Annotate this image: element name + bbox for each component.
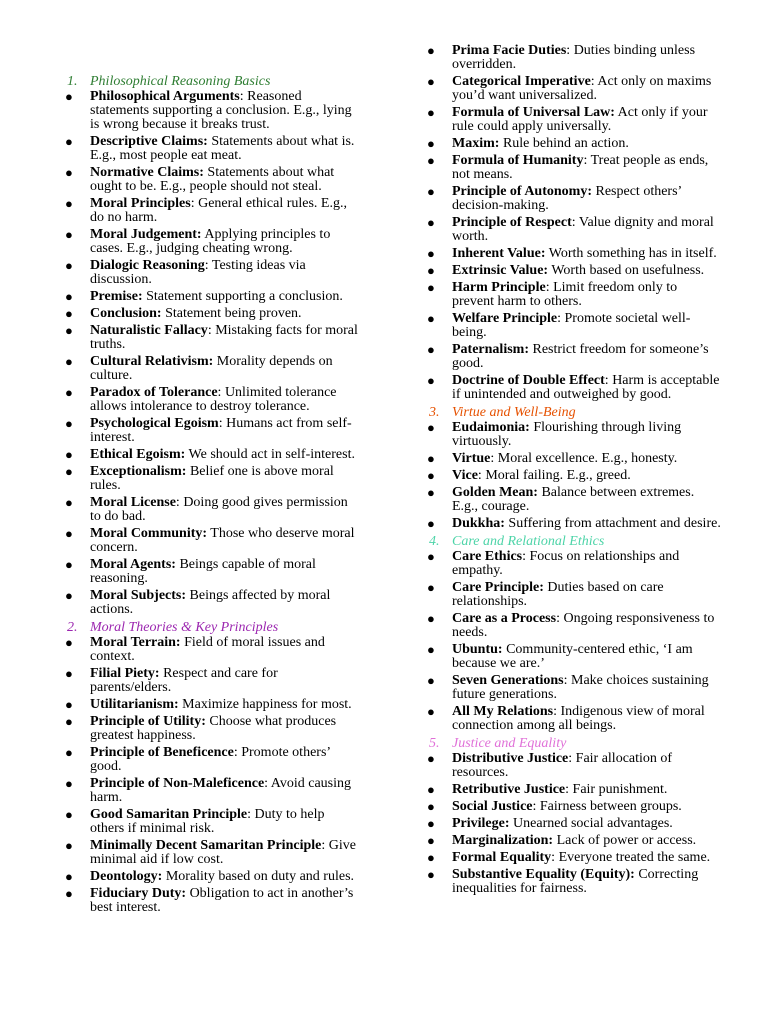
term-name: Good Samaritan Principle [90, 807, 248, 822]
term-separator: : [568, 751, 576, 766]
list-item [422, 800, 722, 814]
term-definition: Obligation to act in another’s best interest. [90, 886, 354, 915]
bullet-icon: ● [427, 833, 435, 848]
list-item [422, 216, 722, 244]
list-item [422, 106, 722, 134]
term-definition: Humans act from self-interest. [90, 416, 352, 445]
term-list [60, 636, 360, 915]
section-heading-virtue-and-well-being [422, 405, 722, 420]
term-separator: : [566, 43, 574, 58]
bullet-icon: ● [65, 385, 73, 400]
bullet-icon: ● [65, 323, 73, 338]
term-name: Ubuntu: [452, 642, 503, 657]
term-definition: Belief one is above moral rules. [90, 464, 334, 493]
term-name: Moral Community: [90, 526, 208, 541]
list-item [60, 667, 360, 695]
term-name: Seven Generations [452, 673, 564, 688]
list-item [60, 589, 360, 617]
list-item [60, 90, 360, 132]
bullet-icon: ● [427, 311, 435, 326]
term-separator: : [551, 850, 559, 865]
list-item [422, 421, 722, 449]
term-separator: : [218, 416, 227, 431]
term-definition: Statement being proven. [165, 306, 302, 321]
bullet-icon: ● [65, 776, 73, 791]
term-separator: : [545, 280, 554, 295]
list-item [60, 386, 360, 414]
list-item [60, 228, 360, 256]
term-name: Conclusion: [90, 306, 162, 321]
term-definition: Choose what produces greatest happiness. [90, 714, 337, 743]
bullet-icon: ● [65, 745, 73, 760]
term-name: Distributive Justice [452, 751, 569, 766]
list-item [422, 469, 722, 483]
term-separator: : [264, 776, 271, 791]
section-title: Virtue and Well-Being [452, 405, 576, 420]
term-name: Utilitarianism: [90, 697, 179, 712]
bullet-icon: ● [65, 869, 73, 884]
term-name: Moral Terrain: [90, 635, 181, 650]
term-name: Principle of Utility: [90, 714, 206, 729]
list-item [422, 705, 722, 733]
term-name: Formal Equality [452, 850, 552, 865]
term-definition: Focus on relationships and empathy. [452, 549, 680, 578]
term-name: Paradox of Tolerance [90, 385, 218, 400]
term-name: Retributive Justice [452, 782, 566, 797]
bullet-icon: ● [427, 673, 435, 688]
bullet-icon: ● [65, 354, 73, 369]
section-number: 4. [429, 534, 440, 549]
list-item [422, 783, 722, 797]
list-item [60, 777, 360, 805]
list-item [60, 324, 360, 352]
term-name: Moral License [90, 495, 176, 510]
term-name: Golden Mean: [452, 485, 538, 500]
bullet-icon: ● [427, 580, 435, 595]
term-definition: Act only if your rule could apply universally. [452, 105, 708, 134]
term-separator: : [490, 451, 498, 466]
list-item [422, 612, 722, 640]
bullet-icon: ● [65, 416, 73, 431]
term-separator: : [571, 215, 579, 230]
list-item [60, 527, 360, 555]
term-definition: Morality depends on culture. [90, 354, 333, 383]
term-name: Prima Facie Duties [452, 43, 567, 58]
term-name: Minimally Decent Samaritan Principle [90, 838, 322, 853]
list-item [422, 817, 722, 831]
list-item [60, 307, 360, 321]
term-definition: Doing good gives permission to do bad. [90, 495, 348, 524]
bullet-icon: ● [65, 557, 73, 572]
term-name: Formula of Universal Law: [452, 105, 615, 120]
bullet-icon: ● [65, 165, 73, 180]
term-definition: Beings capable of moral reasoning. [90, 557, 316, 586]
term-definition: Worth based on usefulness. [551, 263, 705, 278]
bullet-icon: ● [65, 447, 73, 462]
term-definition: Everyone treated the same. [558, 850, 711, 865]
bullet-icon: ● [65, 697, 73, 712]
list-item [422, 834, 722, 848]
section-number: 5. [429, 736, 440, 751]
term-definition: Give minimal aid if low cost. [90, 838, 356, 867]
term-separator: : [553, 704, 561, 719]
list-item [422, 752, 722, 780]
left-column [60, 0, 360, 918]
term-name: Principle of Beneficence [90, 745, 234, 760]
list-item [60, 887, 360, 915]
term-separator: : [563, 673, 571, 688]
term-name: Social Justice [452, 799, 533, 814]
term-separator: : [204, 258, 212, 273]
term-name: Principle of Autonomy: [452, 184, 592, 199]
term-name: Principle of Respect [452, 215, 572, 230]
term-name: Ethical Egoism: [90, 447, 186, 462]
list-item [60, 465, 360, 493]
list-item [60, 558, 360, 586]
term-definition: Worth something has in itself. [548, 246, 717, 261]
bullet-icon: ● [65, 134, 73, 149]
section-heading-philosophical-reasoning-basics [60, 74, 360, 89]
bullet-icon: ● [65, 196, 73, 211]
term-separator: : [565, 782, 573, 797]
bullet-icon: ● [427, 782, 435, 797]
term-name: Philosophical Arguments [90, 89, 240, 104]
term-name: Care Principle: [452, 580, 544, 595]
list-item [422, 75, 722, 103]
term-list [422, 421, 722, 531]
list-item [422, 137, 722, 151]
term-definition: Field of moral issues and context. [90, 635, 325, 664]
term-definition: Act only on maxims you’d want universalized. [452, 74, 712, 103]
term-definition: Promote others’ good. [90, 745, 331, 774]
term-definition: Maximize happiness for most. [182, 697, 352, 712]
term-name: Moral Principles [90, 196, 191, 211]
term-name: Harm Principle [452, 280, 546, 295]
term-definition: Duties based on care relationships. [452, 580, 664, 609]
term-name: Moral Judgement: [90, 227, 202, 242]
term-name: Virtue [452, 451, 491, 466]
term-definition: Unearned social advantages. [513, 816, 673, 831]
list-item [60, 355, 360, 383]
term-definition: Promote societal well-being. [452, 311, 691, 340]
bullet-icon: ● [427, 611, 435, 626]
term-name: Maxim: [452, 136, 500, 151]
list-item [60, 636, 360, 664]
bullet-icon: ● [427, 451, 435, 466]
term-definition: Respect and care for parents/elders. [90, 666, 278, 695]
bullet-icon: ● [427, 485, 435, 500]
list-item [60, 259, 360, 287]
bullet-icon: ● [427, 751, 435, 766]
term-definition: Applying principles to cases. E.g., judging cheating wrong. [90, 227, 331, 256]
bullet-icon: ● [65, 588, 73, 603]
term-name: Categorical Imperative [452, 74, 591, 89]
term-name: Naturalistic Fallacy [90, 323, 208, 338]
list-item [422, 868, 722, 896]
list-item [422, 44, 722, 72]
term-definition: Moral failing. E.g., greed. [485, 468, 631, 483]
list-item [422, 185, 722, 213]
list-item [422, 452, 722, 466]
term-definition: Rule behind an action. [502, 136, 629, 151]
bullet-icon: ● [427, 215, 435, 230]
term-definition: Fair allocation of resources. [452, 751, 673, 780]
list-item [422, 247, 722, 261]
term-separator: : [532, 799, 540, 814]
term-definition: Flourishing through living virtuously. [452, 420, 682, 449]
section-number: 1. [67, 74, 78, 89]
term-name: Moral Agents: [90, 557, 176, 572]
term-definition: Limit freedom only to prevent harm to others. [452, 280, 678, 309]
term-definition: Mistaking facts for moral truths. [90, 323, 358, 352]
term-name: All My Relations [452, 704, 554, 719]
list-item [60, 417, 360, 445]
term-definition: Moral excellence. E.g., honesty. [497, 451, 678, 466]
list-item [60, 839, 360, 867]
term-separator: : [190, 196, 199, 211]
term-list [60, 90, 360, 617]
bullet-icon: ● [65, 495, 73, 510]
list-item [60, 870, 360, 884]
bullet-icon: ● [65, 526, 73, 541]
bullet-icon: ● [427, 642, 435, 657]
list-item [60, 290, 360, 304]
term-definition: Restrict freedom for someone’s good. [452, 342, 709, 371]
bullet-icon: ● [427, 153, 435, 168]
bullet-icon: ● [427, 420, 435, 435]
list-item [60, 746, 360, 774]
term-definition: Morality based on duty and rules. [165, 869, 355, 884]
bullet-icon: ● [427, 816, 435, 831]
list-item [60, 448, 360, 462]
term-name: Deontology: [90, 869, 163, 884]
term-definition: Make choices sustaining future generations. [452, 673, 709, 702]
term-definition: Balance between extremes. E.g., courage. [452, 485, 695, 514]
list-item [422, 550, 722, 578]
term-name: Moral Subjects: [90, 588, 187, 603]
section-number: 3. [429, 405, 440, 420]
term-name: Inherent Value: [452, 246, 546, 261]
term-definition: Lack of power or access. [556, 833, 697, 848]
bullet-icon: ● [427, 549, 435, 564]
bullet-icon: ● [65, 306, 73, 321]
term-name: Privilege: [452, 816, 510, 831]
term-definition: Those who deserve moral concern. [90, 526, 355, 555]
term-separator: : [477, 468, 486, 483]
section-title: Justice and Equality [452, 736, 567, 751]
term-definition: Value dignity and moral worth. [452, 215, 714, 244]
term-name: Principle of Non-Maleficence [90, 776, 265, 791]
term-separator: : [604, 373, 613, 388]
term-definition: Beings affected by moral actions. [90, 588, 331, 617]
bullet-icon: ● [427, 136, 435, 151]
bullet-icon: ● [427, 799, 435, 814]
term-name: Descriptive Claims: [90, 134, 208, 149]
term-name: Formula of Humanity [452, 153, 584, 168]
term-name: Marginalization: [452, 833, 554, 848]
list-item [60, 197, 360, 225]
bullet-icon: ● [65, 227, 73, 242]
bullet-icon: ● [65, 666, 73, 681]
term-name: Care Ethics [452, 549, 523, 564]
bullet-icon: ● [65, 807, 73, 822]
term-name: Exceptionalism: [90, 464, 187, 479]
bullet-icon: ● [65, 714, 73, 729]
term-separator: : [233, 745, 242, 760]
section-title: Moral Theories & Key Principles [90, 620, 279, 635]
term-name: Normative Claims: [90, 165, 204, 180]
list-item [422, 281, 722, 309]
term-name: Welfare Principle [452, 311, 558, 326]
bullet-icon: ● [427, 263, 435, 278]
term-list [422, 44, 722, 402]
section-heading-moral-theories-key-principles [60, 620, 360, 635]
term-name: Cultural Relativism: [90, 354, 214, 369]
list-item [60, 715, 360, 743]
term-definition: Ongoing responsiveness to needs. [452, 611, 715, 640]
term-definition: Duties binding unless overridden. [452, 43, 696, 72]
term-definition: Statement supporting a conclusion. [146, 289, 343, 304]
term-separator: : [175, 495, 184, 510]
list-item [60, 808, 360, 836]
section-heading-care-and-relational-ethics [422, 534, 722, 549]
term-name: Premise: [90, 289, 143, 304]
list-item [422, 374, 722, 402]
term-name: Dukkha: [452, 516, 505, 531]
term-separator: : [321, 838, 329, 853]
bullet-icon: ● [427, 867, 435, 882]
term-separator: : [239, 89, 248, 104]
term-name: Fiduciary Duty: [90, 886, 187, 901]
term-definition: Reasoned statements supporting a conclusion. E.g., lying is wrong because it breaks trust. [90, 89, 352, 132]
list-item [422, 643, 722, 671]
term-definition: Statements about what is. E.g., most people eat meat. [90, 134, 355, 163]
bullet-icon: ● [65, 838, 73, 853]
term-name: Substantive Equality (Equity): [452, 867, 635, 882]
bullet-icon: ● [427, 43, 435, 58]
section-heading-justice-and-equality [422, 736, 722, 751]
term-name: Paternalism: [452, 342, 529, 357]
bullet-icon: ● [427, 704, 435, 719]
bullet-icon: ● [427, 373, 435, 388]
term-name: Eudaimonia: [452, 420, 530, 435]
term-definition: Treat people as ends, not means. [452, 153, 709, 182]
term-name: Extrinsic Value: [452, 263, 549, 278]
bullet-icon: ● [65, 464, 73, 479]
bullet-icon: ● [65, 886, 73, 901]
list-item [422, 517, 722, 531]
bullet-icon: ● [427, 246, 435, 261]
term-separator: : [590, 74, 598, 89]
term-name: Care as a Process [452, 611, 557, 626]
term-separator: : [557, 311, 565, 326]
bullet-icon: ● [65, 635, 73, 650]
bullet-icon: ● [427, 516, 435, 531]
term-separator: : [207, 323, 216, 338]
bullet-icon: ● [427, 280, 435, 295]
list-item [60, 496, 360, 524]
term-definition: Fairness between groups. [539, 799, 682, 814]
term-separator: : [247, 807, 255, 822]
term-definition: Suffering from attachment and desire. [508, 516, 721, 531]
bullet-icon: ● [427, 105, 435, 120]
bullet-icon: ● [427, 74, 435, 89]
term-definition: Unlimited tolerance allows intolerance to destroy tolerance. [90, 385, 337, 414]
list-item [422, 486, 722, 514]
term-definition: We should act in self-interest. [188, 447, 355, 462]
term-separator: : [583, 153, 591, 168]
term-separator: : [522, 549, 530, 564]
section-title: Philosophical Reasoning Basics [90, 74, 271, 89]
bullet-icon: ● [427, 342, 435, 357]
bullet-icon: ● [65, 289, 73, 304]
bullet-icon: ● [65, 258, 73, 273]
term-definition: Community-centered ethic, ‘I am because we are.’ [452, 642, 693, 671]
term-name: Filial Piety: [90, 666, 160, 681]
list-item [422, 851, 722, 865]
list-item [60, 166, 360, 194]
term-definition: Indigenous view of moral connection among all beings. [452, 704, 705, 733]
list-item [422, 674, 722, 702]
list-item [60, 698, 360, 712]
term-definition: Correcting inequalities for fairness. [452, 867, 699, 896]
bullet-icon: ● [427, 468, 435, 483]
term-definition: Avoid causing harm. [90, 776, 352, 805]
bullet-icon: ● [427, 850, 435, 865]
term-definition: Duty to help others if minimal risk. [90, 807, 325, 836]
term-list [422, 752, 722, 896]
term-definition: Statements about what ought to be. E.g., people should not steal. [90, 165, 335, 194]
term-name: Vice [452, 468, 478, 483]
list-item [422, 264, 722, 278]
term-name: Doctrine of Double Effect [452, 373, 605, 388]
list-item [422, 581, 722, 609]
term-definition: Harm is acceptable if unintended and outweighed by good. [452, 373, 720, 402]
term-separator: : [556, 611, 564, 626]
term-separator: : [217, 385, 225, 400]
term-definition: Respect others’ decision-making. [452, 184, 682, 213]
list-item [422, 154, 722, 182]
term-list [422, 550, 722, 733]
term-definition: Testing ideas via discussion. [90, 258, 306, 287]
section-title: Care and Relational Ethics [452, 534, 605, 549]
term-name: Dialogic Reasoning [90, 258, 205, 273]
bullet-icon: ● [65, 89, 73, 104]
term-name: Psychological Egoism [90, 416, 219, 431]
list-item [60, 135, 360, 163]
bullet-icon: ● [427, 184, 435, 199]
list-item [422, 343, 722, 371]
term-definition: General ethical rules. E.g., do no harm. [90, 196, 347, 225]
right-column [422, 0, 722, 899]
term-definition: Fair punishment. [572, 782, 668, 797]
section-number: 2. [67, 620, 78, 635]
list-item [422, 312, 722, 340]
